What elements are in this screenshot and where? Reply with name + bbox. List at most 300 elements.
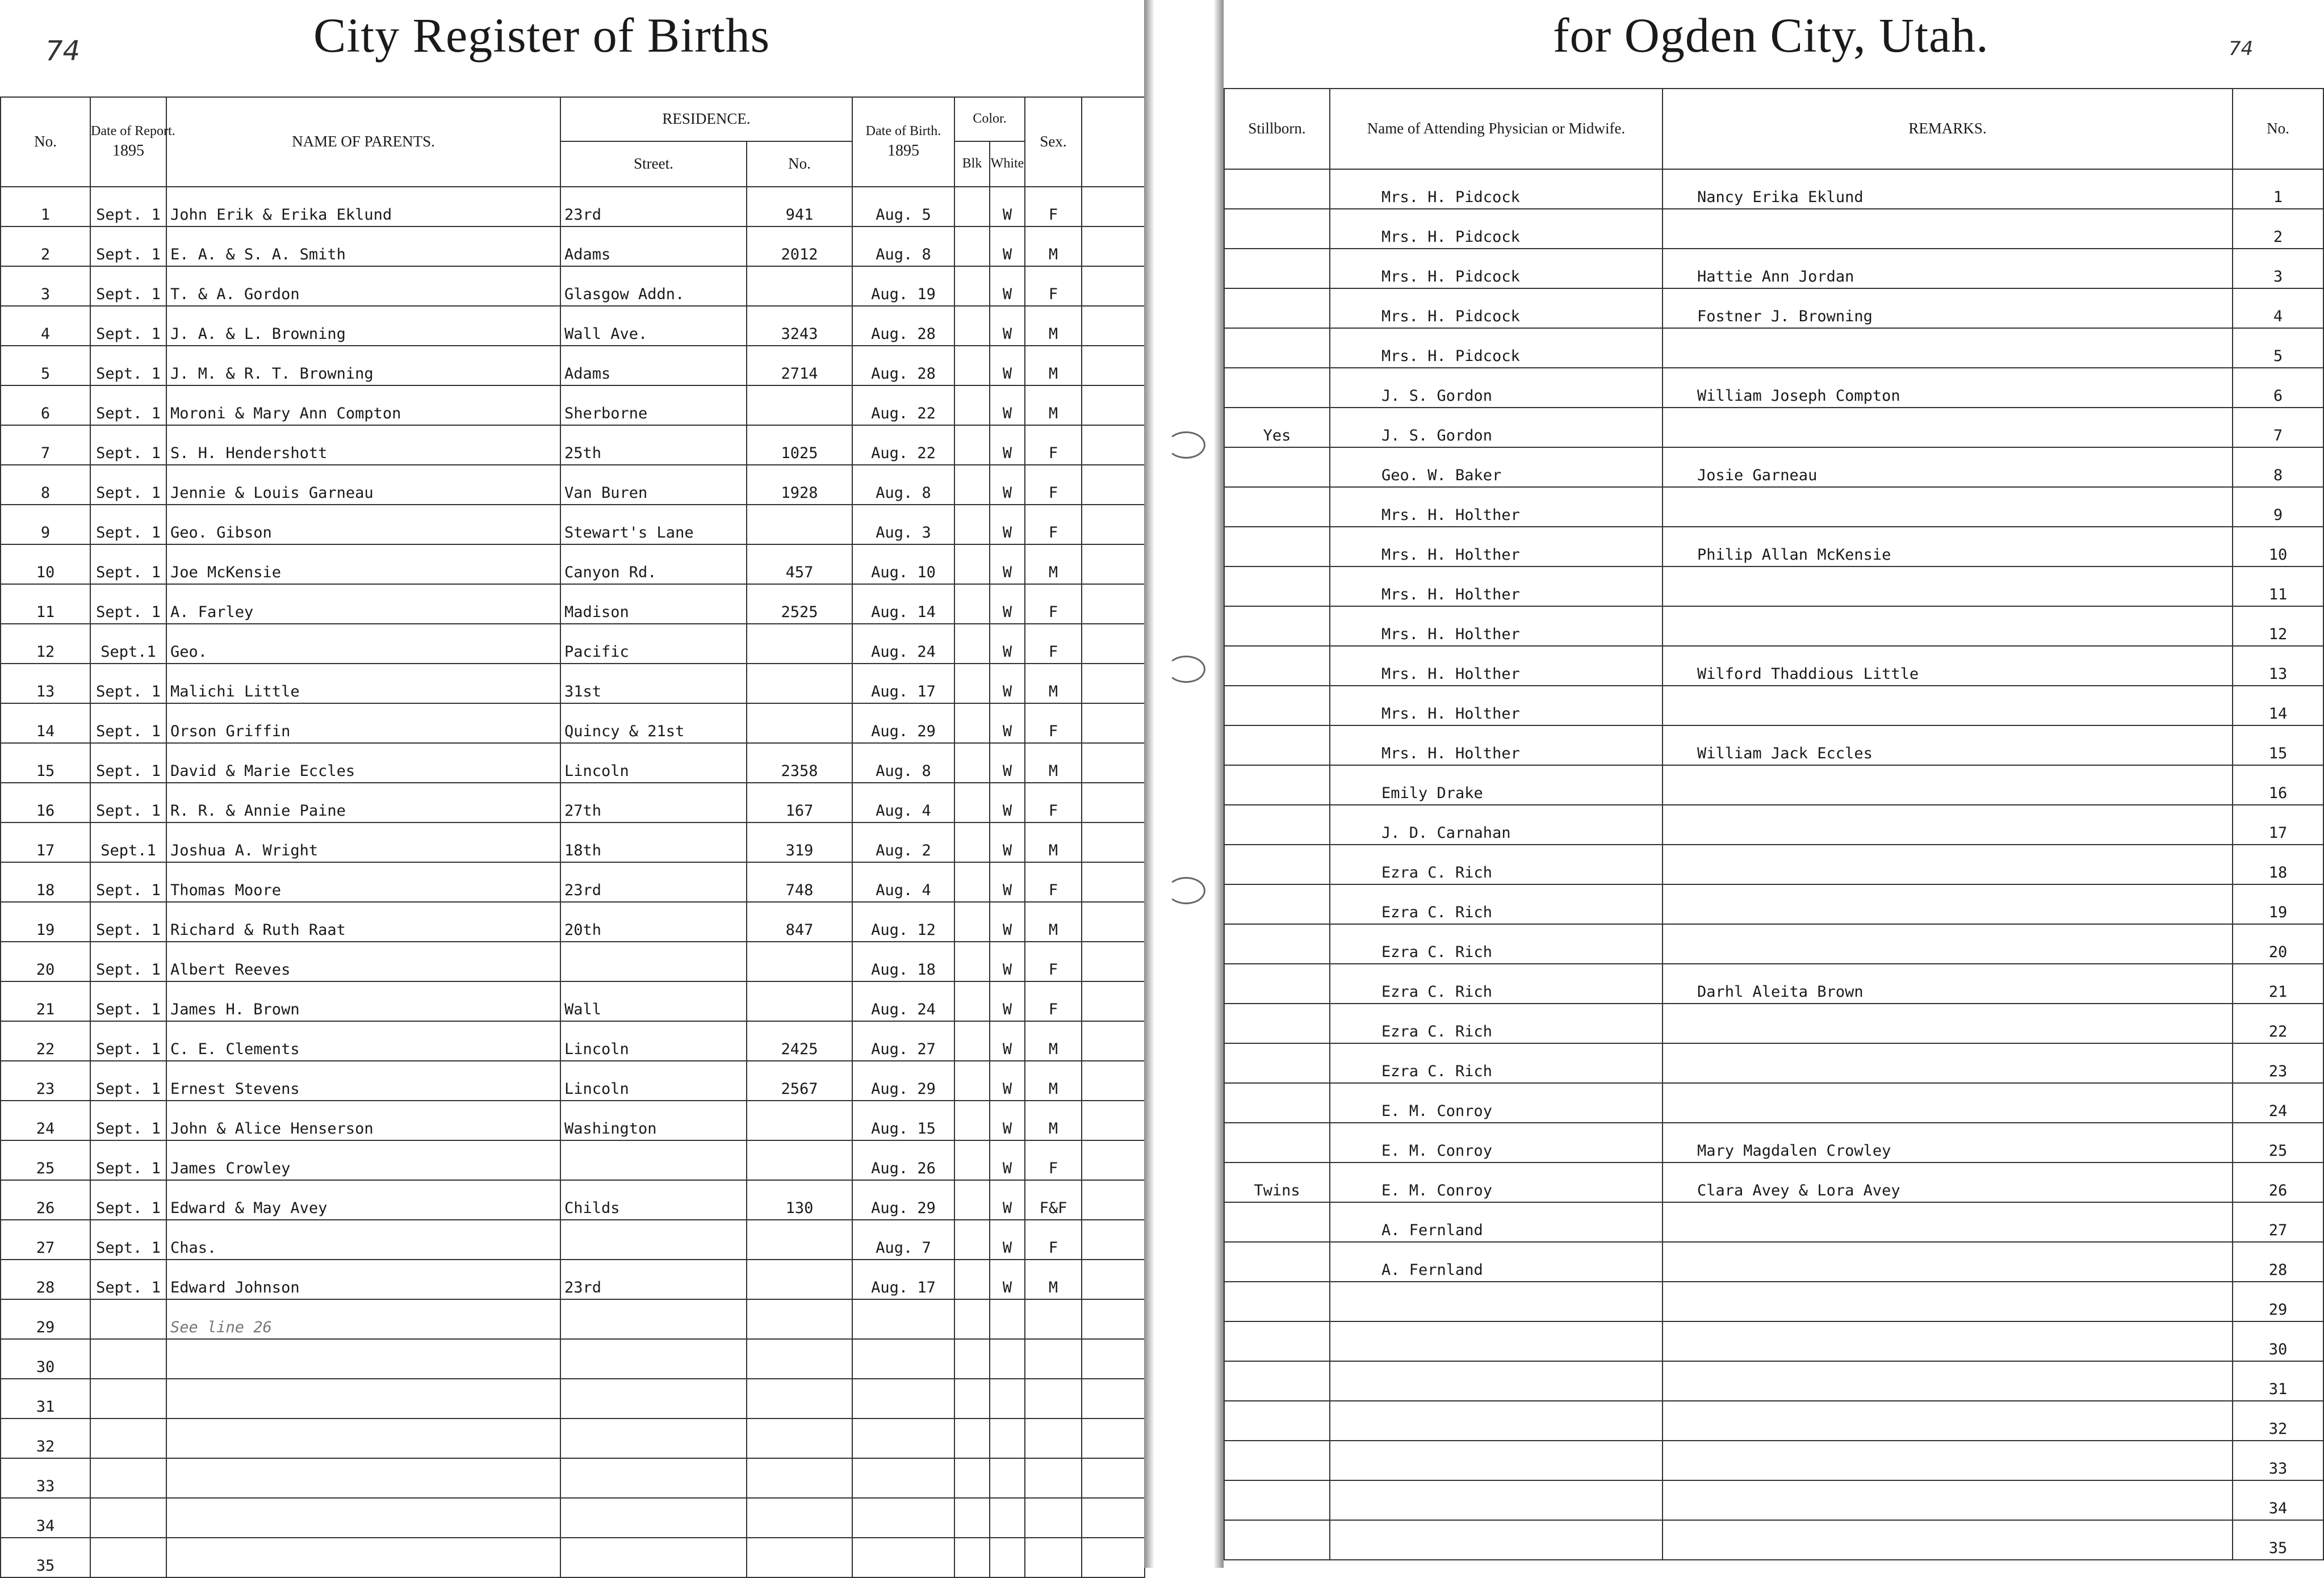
attending-physician-cell: E. M. Conroy	[1330, 1083, 1663, 1123]
table-row	[1, 306, 1145, 346]
stillborn-cell	[1224, 924, 1330, 964]
date-of-report-cell: Sept. 1	[90, 306, 166, 346]
residence-street-cell: Wall Ave.	[560, 306, 747, 346]
date-of-report-cell: Sept. 1	[90, 1061, 166, 1101]
residence-street-cell: Adams	[560, 346, 747, 385]
sex-cell: M	[1025, 822, 1082, 862]
stillborn-cell	[1224, 209, 1330, 249]
residence-number-cell	[747, 664, 852, 703]
left-table-body	[1, 187, 1145, 1577]
table-row	[1, 505, 1145, 544]
spacer-cell	[1082, 822, 1145, 862]
remarks-cell	[1663, 1282, 2233, 1321]
row-number-cell: 22	[2233, 1004, 2323, 1043]
residence-street-cell	[560, 1379, 747, 1418]
attending-physician-cell	[1330, 1321, 1663, 1361]
residence-number-cell: 3243	[747, 306, 852, 346]
color-white-cell: W	[990, 703, 1025, 743]
row-number-cell: 35	[2233, 1520, 2323, 1560]
color-white-cell: W	[990, 544, 1025, 584]
color-white-cell: W	[990, 664, 1025, 703]
table-row	[1224, 1321, 2323, 1361]
name-of-parents-cell: Richard & Ruth Raat	[166, 902, 560, 942]
table-row	[1, 187, 1145, 226]
stillborn-cell	[1224, 805, 1330, 845]
row-number-cell: 6	[2233, 368, 2323, 408]
table-row	[1, 544, 1145, 584]
table-row	[1224, 924, 2323, 964]
gutter-shadow-right	[1213, 0, 1224, 1568]
color-blk-cell	[954, 1021, 990, 1061]
remarks-cell	[1663, 408, 2233, 447]
name-of-parents-cell: James Crowley	[166, 1140, 560, 1180]
stillborn-cell	[1224, 288, 1330, 328]
attending-physician-cell: Mrs. H. Holther	[1330, 527, 1663, 566]
color-blk-cell	[954, 743, 990, 783]
date-of-birth-cell: Aug. 7	[852, 1220, 954, 1260]
table-row	[1, 664, 1145, 703]
row-number-cell: 20	[2233, 924, 2323, 964]
color-blk-cell	[954, 1180, 990, 1220]
residence-number-cell	[747, 1498, 852, 1538]
table-row	[1224, 1282, 2323, 1321]
attending-physician-cell: J. D. Carnahan	[1330, 805, 1663, 845]
header-date-of-report-label: Date of Report.	[91, 124, 175, 139]
sex-cell: M	[1025, 1021, 1082, 1061]
residence-number-cell: 319	[747, 822, 852, 862]
remarks-cell	[1663, 328, 2233, 368]
remarks-cell	[1663, 1480, 2233, 1520]
residence-street-cell	[560, 1339, 747, 1379]
table-row	[1, 1220, 1145, 1260]
header-street: Street.	[560, 141, 747, 187]
remarks-cell	[1663, 1004, 2233, 1043]
row-number-cell: 32	[2233, 1401, 2323, 1441]
date-of-report-cell: Sept. 1	[90, 425, 166, 465]
row-number-cell: 26	[1, 1180, 90, 1220]
color-white-cell: W	[990, 385, 1025, 425]
row-number-cell: 9	[2233, 487, 2323, 527]
color-white-cell: W	[990, 624, 1025, 664]
row-number-cell: 7	[2233, 408, 2323, 447]
name-of-parents-cell	[166, 1498, 560, 1538]
table-row	[1, 1260, 1145, 1299]
residence-number-cell	[747, 1538, 852, 1577]
name-of-parents-cell: James H. Brown	[166, 981, 560, 1021]
residence-street-cell: Lincoln	[560, 743, 747, 783]
spacer-cell	[1082, 1101, 1145, 1140]
name-of-parents-cell: T. & A. Gordon	[166, 266, 560, 306]
table-row	[1, 346, 1145, 385]
sex-cell: F	[1025, 266, 1082, 306]
row-number-cell: 4	[2233, 288, 2323, 328]
sex-cell: F	[1025, 584, 1082, 624]
date-of-birth-cell: Aug. 15	[852, 1101, 954, 1140]
attending-physician-cell: J. S. Gordon	[1330, 368, 1663, 408]
date-of-birth-cell	[852, 1498, 954, 1538]
sex-cell: M	[1025, 1101, 1082, 1140]
date-of-report-cell	[90, 1498, 166, 1538]
table-row	[1224, 1242, 2323, 1282]
remarks-cell	[1663, 845, 2233, 884]
residence-street-cell	[560, 1418, 747, 1458]
date-of-report-cell: Sept. 1	[90, 266, 166, 306]
name-of-parents-cell	[166, 1538, 560, 1577]
left-page-number: 74	[45, 35, 81, 67]
table-row	[1224, 606, 2323, 646]
name-of-parents-cell: Geo.	[166, 624, 560, 664]
date-of-report-cell: Sept. 1	[90, 465, 166, 505]
residence-street-cell: Pacific	[560, 624, 747, 664]
row-number-cell: 22	[1, 1021, 90, 1061]
stillborn-cell	[1224, 566, 1330, 606]
sex-cell: F	[1025, 862, 1082, 902]
date-of-report-cell: Sept.1	[90, 624, 166, 664]
row-number-cell: 23	[1, 1061, 90, 1101]
row-number-cell: 3	[1, 266, 90, 306]
attending-physician-cell: Ezra C. Rich	[1330, 924, 1663, 964]
sex-cell: M	[1025, 1260, 1082, 1299]
residence-number-cell	[747, 505, 852, 544]
attending-physician-cell: Geo. W. Baker	[1330, 447, 1663, 487]
remarks-cell	[1663, 1441, 2233, 1480]
residence-number-cell	[747, 1220, 852, 1260]
date-of-birth-cell: Aug. 12	[852, 902, 954, 942]
sex-cell: F	[1025, 465, 1082, 505]
row-number-cell: 31	[2233, 1361, 2323, 1401]
spacer-cell	[1082, 743, 1145, 783]
residence-number-cell: 2567	[747, 1061, 852, 1101]
color-white-cell	[990, 1418, 1025, 1458]
color-blk-cell	[954, 306, 990, 346]
table-row	[1, 703, 1145, 743]
attending-physician-cell	[1330, 1480, 1663, 1520]
table-row	[1, 266, 1145, 306]
header-right-no: No.	[2233, 89, 2323, 169]
date-of-birth-cell: Aug. 2	[852, 822, 954, 862]
row-number-cell: 7	[1, 425, 90, 465]
date-of-birth-cell: Aug. 8	[852, 465, 954, 505]
date-of-birth-cell: Aug. 3	[852, 505, 954, 544]
date-of-birth-cell: Aug. 17	[852, 1260, 954, 1299]
table-row	[1224, 408, 2323, 447]
table-row	[1, 1140, 1145, 1180]
remarks-cell: Nancy Erika Eklund	[1663, 169, 2233, 209]
residence-street-cell: 23rd	[560, 1260, 747, 1299]
attending-physician-cell: Mrs. H. Pidcock	[1330, 249, 1663, 288]
remarks-cell	[1663, 1361, 2233, 1401]
attending-physician-cell: Mrs. H. Holther	[1330, 686, 1663, 725]
right-table-body	[1224, 169, 2323, 1560]
color-white-cell: W	[990, 226, 1025, 266]
date-of-birth-cell: Aug. 4	[852, 862, 954, 902]
attending-physician-cell: Mrs. H. Pidcock	[1330, 169, 1663, 209]
table-row	[1224, 527, 2323, 566]
name-of-parents-cell: Albert Reeves	[166, 942, 560, 981]
spacer-cell	[1082, 1061, 1145, 1101]
sex-cell: F	[1025, 703, 1082, 743]
spacer-cell	[1082, 306, 1145, 346]
color-white-cell	[990, 1498, 1025, 1538]
row-number-cell: 32	[1, 1418, 90, 1458]
header-blk: Blk	[954, 141, 990, 187]
date-of-birth-cell	[852, 1458, 954, 1498]
date-of-report-cell: Sept. 1	[90, 783, 166, 822]
row-number-cell: 13	[2233, 646, 2323, 686]
color-blk-cell	[954, 862, 990, 902]
residence-number-cell: 2714	[747, 346, 852, 385]
table-row	[1224, 646, 2323, 686]
attending-physician-cell: A. Fernland	[1330, 1242, 1663, 1282]
name-of-parents-cell: C. E. Clements	[166, 1021, 560, 1061]
table-row	[1, 981, 1145, 1021]
table-row	[1, 425, 1145, 465]
row-number-cell: 10	[1, 544, 90, 584]
stillborn-cell	[1224, 527, 1330, 566]
table-row	[1, 822, 1145, 862]
residence-number-cell	[747, 1299, 852, 1339]
row-number-cell: 21	[1, 981, 90, 1021]
color-white-cell: W	[990, 1180, 1025, 1220]
sex-cell: M	[1025, 1061, 1082, 1101]
remarks-cell	[1663, 1083, 2233, 1123]
residence-street-cell: Washington	[560, 1101, 747, 1140]
date-of-report-cell	[90, 1538, 166, 1577]
table-row	[1224, 1520, 2323, 1560]
table-row	[1, 1418, 1145, 1458]
header-no: No.	[1, 97, 90, 187]
residence-number-cell	[747, 1140, 852, 1180]
table-row	[1224, 1123, 2323, 1162]
spacer-cell	[1082, 1220, 1145, 1260]
sex-cell	[1025, 1538, 1082, 1577]
table-row	[1224, 487, 2323, 527]
header-date-of-report	[90, 97, 175, 187]
spacer-cell	[1082, 1418, 1145, 1458]
name-of-parents-cell: Edward & May Avey	[166, 1180, 560, 1220]
date-of-report-cell: Sept. 1	[90, 544, 166, 584]
color-blk-cell	[954, 505, 990, 544]
row-number-cell: 17	[1, 822, 90, 862]
sex-cell: M	[1025, 544, 1082, 584]
table-row	[1, 942, 1145, 981]
stillborn-cell	[1224, 646, 1330, 686]
spacer-cell	[1082, 981, 1145, 1021]
color-white-cell	[990, 1339, 1025, 1379]
residence-street-cell	[560, 1538, 747, 1577]
sex-cell: M	[1025, 902, 1082, 942]
sex-cell: M	[1025, 385, 1082, 425]
table-row	[1, 584, 1145, 624]
remarks-cell	[1663, 1520, 2233, 1560]
row-number-cell: 11	[2233, 566, 2323, 606]
row-number-cell: 6	[1, 385, 90, 425]
remarks-cell: Josie Garneau	[1663, 447, 2233, 487]
color-white-cell: W	[990, 1021, 1025, 1061]
sex-cell: F	[1025, 624, 1082, 664]
residence-number-cell: 167	[747, 783, 852, 822]
date-of-report-cell: Sept. 1	[90, 1101, 166, 1140]
table-row	[1, 1299, 1145, 1339]
date-of-birth-cell	[852, 1379, 954, 1418]
header-residence-no: No.	[747, 141, 852, 187]
table-row	[1, 624, 1145, 664]
remarks-cell: Hattie Ann Jordan	[1663, 249, 2233, 288]
attending-physician-cell	[1330, 1441, 1663, 1480]
date-of-birth-cell: Aug. 5	[852, 187, 954, 226]
row-number-cell: 25	[1, 1140, 90, 1180]
residence-number-cell: 130	[747, 1180, 852, 1220]
row-number-cell: 15	[1, 743, 90, 783]
row-number-cell: 1	[2233, 169, 2323, 209]
punch-hole-middle	[1167, 656, 1205, 683]
color-blk-cell	[954, 1458, 990, 1498]
date-of-birth-cell: Aug. 24	[852, 981, 954, 1021]
stillborn-cell	[1224, 845, 1330, 884]
row-number-cell: 25	[2233, 1123, 2323, 1162]
births-remarks-table	[1224, 88, 2324, 1560]
table-row	[1224, 566, 2323, 606]
table-row	[1224, 209, 2323, 249]
sex-cell: F	[1025, 783, 1082, 822]
color-white-cell: W	[990, 942, 1025, 981]
table-row	[1224, 1083, 2323, 1123]
table-row	[1, 385, 1145, 425]
color-white-cell: W	[990, 505, 1025, 544]
header-sex: Sex.	[1025, 97, 1082, 187]
left-page-title: City Register of Births	[313, 8, 771, 62]
color-blk-cell	[954, 465, 990, 505]
row-number-cell: 13	[1, 664, 90, 703]
row-number-cell: 30	[1, 1339, 90, 1379]
spacer-cell	[1082, 1260, 1145, 1299]
remarks-cell	[1663, 606, 2233, 646]
date-of-birth-cell: Aug. 19	[852, 266, 954, 306]
table-row	[1224, 1361, 2323, 1401]
name-of-parents-cell: Orson Griffin	[166, 703, 560, 743]
table-row	[1224, 288, 2323, 328]
row-number-cell: 21	[2233, 964, 2323, 1004]
color-white-cell: W	[990, 1260, 1025, 1299]
row-number-cell: 19	[1, 902, 90, 942]
row-number-cell: 34	[1, 1498, 90, 1538]
spacer-cell	[1082, 1538, 1145, 1577]
date-of-report-cell: Sept.1	[90, 822, 166, 862]
name-of-parents-cell: See line 26	[166, 1299, 560, 1339]
binding-gutter	[1144, 0, 1224, 1568]
row-number-cell: 34	[2233, 1480, 2323, 1520]
color-white-cell	[990, 1538, 1025, 1577]
left-page	[0, 0, 1144, 1575]
remarks-cell	[1663, 209, 2233, 249]
stillborn-cell	[1224, 1043, 1330, 1083]
color-white-cell	[990, 1458, 1025, 1498]
spacer-cell	[1082, 1140, 1145, 1180]
remarks-cell: Philip Allan McKensie	[1663, 527, 2233, 566]
date-of-birth-cell: Aug. 28	[852, 346, 954, 385]
table-row	[1, 465, 1145, 505]
spacer-cell	[1082, 346, 1145, 385]
sex-cell	[1025, 1418, 1082, 1458]
residence-street-cell	[560, 1299, 747, 1339]
name-of-parents-cell: Geo. Gibson	[166, 505, 560, 544]
table-row	[1224, 1401, 2323, 1441]
row-number-cell: 10	[2233, 527, 2323, 566]
attending-physician-cell: Mrs. H. Pidcock	[1330, 328, 1663, 368]
color-blk-cell	[954, 1299, 990, 1339]
sex-cell	[1025, 1458, 1082, 1498]
table-row	[1224, 765, 2323, 805]
row-number-cell: 29	[1, 1299, 90, 1339]
table-row	[1, 1101, 1145, 1140]
date-of-report-cell: Sept. 1	[90, 187, 166, 226]
date-of-birth-cell: Aug. 29	[852, 1180, 954, 1220]
spacer-cell	[1082, 703, 1145, 743]
color-blk-cell	[954, 1260, 990, 1299]
remarks-cell: Clara Avey & Lora Avey	[1663, 1162, 2233, 1202]
spacer-cell	[1082, 942, 1145, 981]
table-row	[1224, 169, 2323, 209]
residence-number-cell	[747, 1418, 852, 1458]
remarks-cell	[1663, 884, 2233, 924]
date-of-birth-cell: Aug. 28	[852, 306, 954, 346]
date-of-report-cell: Sept. 1	[90, 1021, 166, 1061]
color-white-cell: W	[990, 1101, 1025, 1140]
spacer-cell	[1082, 385, 1145, 425]
color-blk-cell	[954, 385, 990, 425]
header-report-year: 1895	[112, 141, 144, 160]
color-white-cell: W	[990, 1220, 1025, 1260]
spacer-cell	[1082, 783, 1145, 822]
spacer-cell	[1082, 584, 1145, 624]
attending-physician-cell: Ezra C. Rich	[1330, 1004, 1663, 1043]
table-row	[1224, 686, 2323, 725]
table-row	[1, 1498, 1145, 1538]
color-white-cell: W	[990, 187, 1025, 226]
name-of-parents-cell: Chas.	[166, 1220, 560, 1260]
residence-street-cell: 27th	[560, 783, 747, 822]
residence-number-cell	[747, 942, 852, 981]
attending-physician-cell: E. M. Conroy	[1330, 1162, 1663, 1202]
stillborn-cell	[1224, 964, 1330, 1004]
spacer-cell	[1082, 624, 1145, 664]
date-of-report-cell: Sept. 1	[90, 703, 166, 743]
row-number-cell: 19	[2233, 884, 2323, 924]
stillborn-cell	[1224, 328, 1330, 368]
spacer-cell	[1082, 1299, 1145, 1339]
remarks-cell	[1663, 1202, 2233, 1242]
residence-street-cell	[560, 1140, 747, 1180]
spacer-cell	[1082, 544, 1145, 584]
stillborn-cell	[1224, 1441, 1330, 1480]
color-white-cell: W	[990, 902, 1025, 942]
color-white-cell: W	[990, 1061, 1025, 1101]
row-number-cell: 31	[1, 1379, 90, 1418]
table-row	[1224, 805, 2323, 845]
spacer-cell	[1082, 1339, 1145, 1379]
table-row	[1, 1379, 1145, 1418]
date-of-birth-cell: Aug. 17	[852, 664, 954, 703]
attending-physician-cell: Ezra C. Rich	[1330, 884, 1663, 924]
attending-physician-cell: Mrs. H. Pidcock	[1330, 209, 1663, 249]
date-of-birth-cell: Aug. 27	[852, 1021, 954, 1061]
table-row	[1224, 964, 2323, 1004]
date-of-report-cell	[90, 1458, 166, 1498]
name-of-parents-cell	[166, 1339, 560, 1379]
stillborn-cell	[1224, 884, 1330, 924]
stillborn-cell	[1224, 1083, 1330, 1123]
table-row	[1224, 368, 2323, 408]
